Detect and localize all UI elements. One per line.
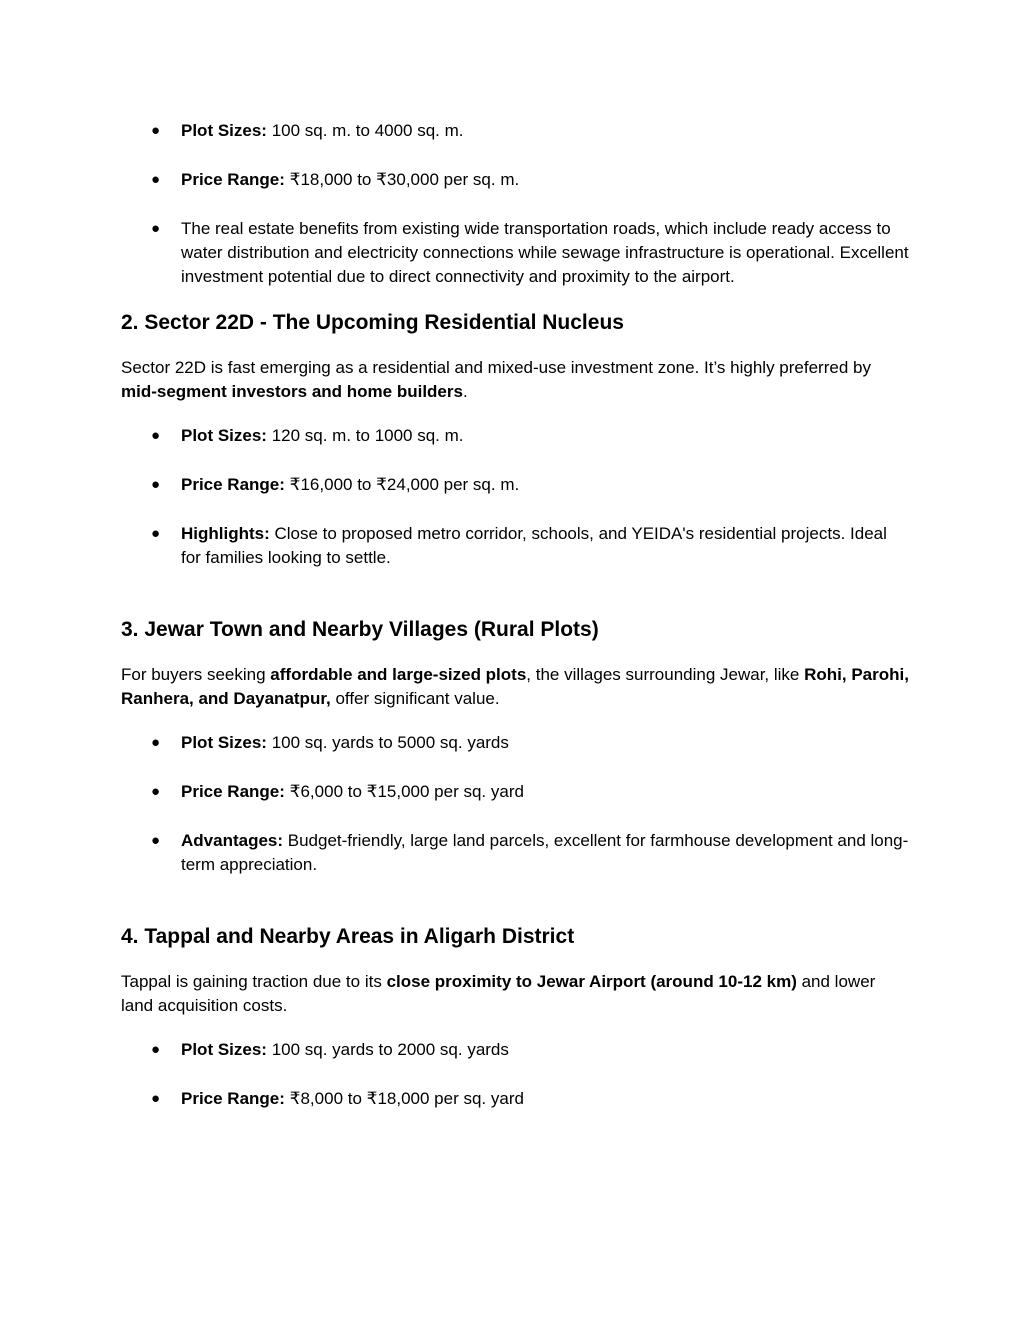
intro-bold: affordable and large-sized plots: [270, 665, 527, 684]
bullet-icon: ●: [151, 220, 161, 237]
item-text: 100 sq. m. to 4000 sq. m.: [266, 121, 464, 140]
item-label: Plot Sizes:: [181, 733, 267, 752]
jewar-bullet-list: [121, 731, 911, 877]
section-intro-sector-22d: [121, 356, 911, 404]
bullet-icon: ●: [151, 1041, 161, 1058]
list-item: [121, 731, 911, 755]
list-item: [121, 1087, 911, 1111]
list-item: [121, 119, 911, 143]
item-text: ₹6,000 to ₹15,000 per sq. yard: [284, 782, 524, 801]
bullet-icon: ●: [151, 476, 161, 493]
intro-text: offer significant value.: [330, 689, 500, 708]
item-label: Plot Sizes:: [181, 121, 267, 140]
document-content: [121, 119, 911, 1136]
item-label: Plot Sizes:: [181, 426, 267, 445]
item-text: 100 sq. yards to 2000 sq. yards: [266, 1040, 509, 1059]
item-text: 100 sq. yards to 5000 sq. yards: [266, 733, 509, 752]
intro-text: and lower land acquisition costs.: [121, 972, 876, 1015]
item-text: ₹8,000 to ₹18,000 per sq. yard: [284, 1089, 524, 1108]
section-heading-jewar: 3. Jewar Town and Nearby Villages (Rural Plots): [121, 618, 599, 641]
bullet-icon: ●: [151, 122, 161, 139]
item-text: Budget-friendly, large land parcels, excellent for farmhouse development and long-term appreciation.: [181, 831, 909, 874]
item-label: Price Range:: [181, 1089, 285, 1108]
intro-bold: mid-segment investors and home builders: [121, 382, 463, 401]
item-label: Advantages:: [181, 831, 284, 850]
item-label: Price Range:: [181, 170, 285, 189]
list-item: [121, 424, 911, 448]
bullet-icon: ●: [151, 832, 161, 849]
section-heading-tappal: 4. Tappal and Nearby Areas in Aligarh District: [121, 925, 575, 948]
intro-bold: Rohi, Parohi, Ranhera, and Dayanatpur,: [121, 665, 909, 708]
item-label: Highlights:: [181, 524, 270, 543]
intro-text: Tappal is gaining traction due to its: [121, 972, 387, 991]
section-intro-tappal: [121, 970, 911, 1018]
intro-text: For buyers seeking: [121, 665, 271, 684]
list-item: [121, 217, 911, 289]
intro-bold: close proximity to Jewar Airport (around 10-12 km): [386, 972, 797, 991]
bullet-icon: ●: [151, 171, 161, 188]
list-item: [121, 168, 911, 192]
item-text: Close to proposed metro corridor, schools, and YEIDA's residential projects. Ideal for families looking to settle.: [181, 524, 887, 567]
item-text: The real estate benefits from existing wide transportation roads, which include ready access to water distribution and electricity connections while sewage infrastructure is operational. Excellent investment potential due to direct connectivity and proximity to the airport.: [181, 219, 909, 286]
item-label: Price Range:: [181, 782, 285, 801]
section-intro-jewar: [121, 663, 911, 711]
intro-bullet-list: [121, 119, 911, 289]
item-label: Price Range:: [181, 475, 285, 494]
bullet-icon: ●: [151, 783, 161, 800]
list-item: [121, 829, 911, 877]
item-text: ₹18,000 to ₹30,000 per sq. m.: [284, 170, 520, 189]
intro-text: , the villages surrounding Jewar, like: [526, 665, 805, 684]
section-heading-sector-22d: 2. Sector 22D - The Upcoming Residential Nucleus: [121, 311, 624, 334]
list-item: [121, 780, 911, 804]
item-text: 120 sq. m. to 1000 sq. m.: [266, 426, 464, 445]
list-item: [121, 522, 911, 570]
bullet-icon: ●: [151, 1090, 161, 1107]
sector-22d-bullet-list: [121, 424, 911, 570]
intro-text: .: [462, 382, 468, 401]
item-text: ₹16,000 to ₹24,000 per sq. m.: [284, 475, 520, 494]
tappal-bullet-list: [121, 1038, 911, 1111]
bullet-icon: ●: [151, 427, 161, 444]
item-label: Plot Sizes:: [181, 1040, 267, 1059]
bullet-icon: ●: [151, 734, 161, 751]
intro-text: Sector 22D is fast emerging as a residential and mixed-use investment zone. It’s highly preferred by: [121, 358, 871, 377]
list-item: [121, 1038, 911, 1062]
list-item: [121, 473, 911, 497]
bullet-icon: ●: [151, 525, 161, 542]
